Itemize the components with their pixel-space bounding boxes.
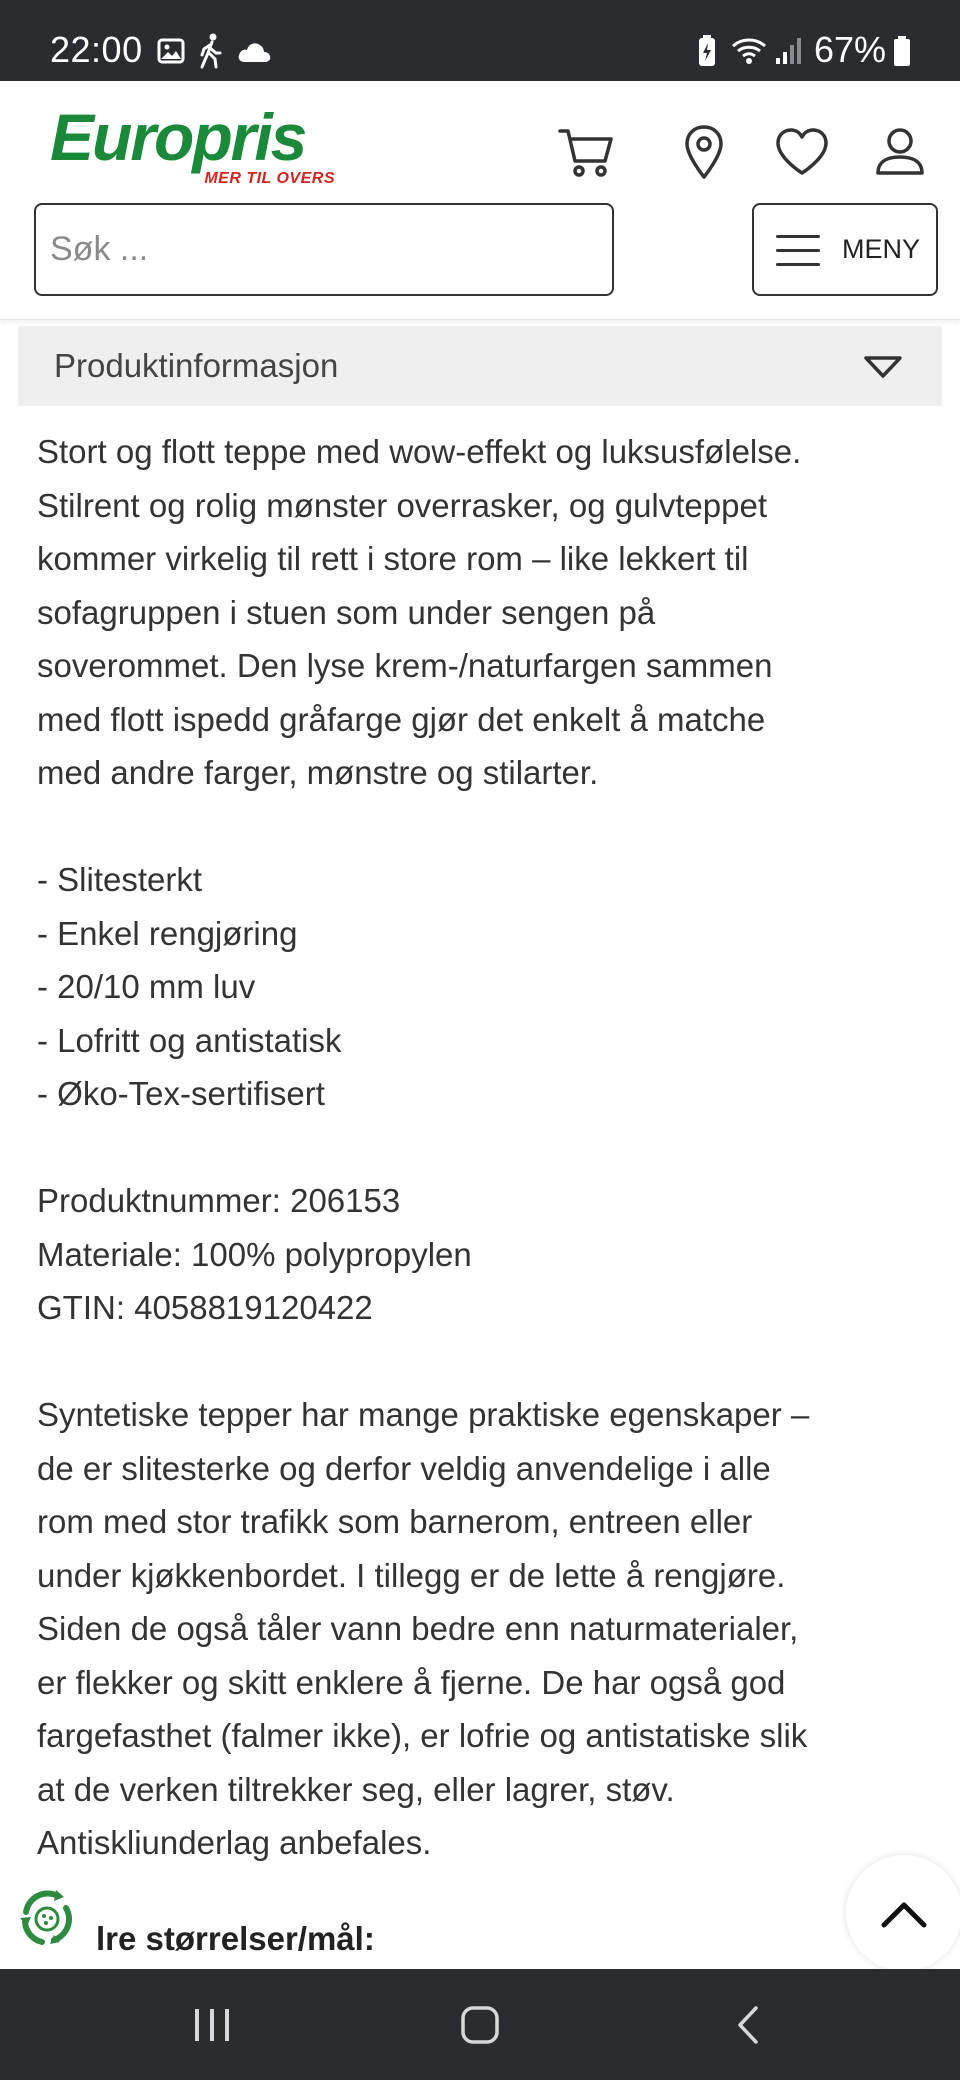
feature-item: - 20/10 mm luv bbox=[37, 968, 256, 1005]
signal-icon bbox=[774, 36, 802, 66]
hamburger-icon bbox=[776, 233, 820, 267]
spec-product-number: Produktnummer: 206153 bbox=[37, 1182, 401, 1219]
battery-percent: 67% bbox=[814, 29, 887, 70]
menu-button[interactable] bbox=[752, 203, 938, 296]
synthetic-info-line: fargefasthet (falmer ikke), er lofrie og antistatiske slik bbox=[37, 1717, 808, 1754]
feature-item: - Enkel rengjøring bbox=[37, 914, 298, 952]
account-button[interactable] bbox=[870, 122, 930, 182]
home-button[interactable] bbox=[420, 1969, 540, 2080]
description-line: sofagruppen i stuen som under sengen på bbox=[37, 593, 656, 631]
synthetic-info-line: at de verken tiltrekker seg, eller lagrer, støv. bbox=[37, 1770, 675, 1808]
heart-icon bbox=[774, 127, 830, 177]
logo-tagline: MER TIL OVERS bbox=[204, 170, 335, 187]
system-nav-bar bbox=[0, 1969, 960, 2080]
description-line: med andre farger, mønstre og stilarter. bbox=[37, 754, 599, 791]
synthetic-info-line: under kjøkkenbordet. I tillegg er de lette å rengjøre. bbox=[37, 1556, 786, 1594]
spec-material: Materiale: 100% polypropylen bbox=[37, 1235, 472, 1273]
synthetic-info-line: er flekker og skitt enklere å fjerne. De har også god bbox=[37, 1663, 786, 1701]
recycle-icon bbox=[14, 1884, 80, 1954]
sizes-heading: lre størrelser/mål: bbox=[96, 1920, 375, 1957]
feature-item: - Øko-Tex-sertifisert bbox=[37, 1075, 325, 1112]
recent-apps-icon bbox=[192, 2007, 232, 2043]
chevron-up-icon bbox=[846, 1855, 960, 1971]
accordion-title: Produktinformasjon bbox=[54, 347, 339, 384]
back-button[interactable] bbox=[688, 1969, 808, 2080]
chevron-down-icon bbox=[864, 356, 902, 378]
europris-logo[interactable] bbox=[50, 100, 335, 196]
walking-icon bbox=[198, 33, 224, 69]
spec-gtin: GTIN: 4058819120422 bbox=[37, 1289, 373, 1326]
synthetic-info-line: rom med stor trafikk som barnerom, entreen eller bbox=[37, 1503, 753, 1540]
menu-label: MENY bbox=[842, 234, 921, 264]
battery-icon bbox=[892, 35, 912, 67]
status-bar bbox=[0, 0, 960, 81]
description-line: med flott ispedd gråfarge gjør det enkelt å matche bbox=[37, 700, 766, 738]
battery-saver-icon bbox=[696, 34, 718, 68]
search-field[interactable] bbox=[34, 203, 614, 296]
description-line: kommer virkelig til rett i store rom – like lekkert til bbox=[37, 540, 749, 577]
eco-badge-button[interactable] bbox=[14, 1884, 80, 1954]
scroll-to-top-button[interactable] bbox=[846, 1855, 960, 1971]
back-icon bbox=[734, 2005, 762, 2045]
image-icon bbox=[157, 37, 185, 65]
status-time: 22:00 bbox=[50, 29, 143, 70]
user-icon bbox=[874, 127, 926, 177]
description-line: Stilrent og rolig mønster overrasker, og gulvteppet bbox=[37, 486, 768, 524]
feature-item: - Slitesterkt bbox=[37, 861, 203, 898]
synthetic-info-line: Antiskliunderlag anbefales. bbox=[37, 1824, 432, 1861]
description-line: soverommet. Den lyse krem-/naturfargen sammen bbox=[37, 647, 773, 684]
wifi-icon bbox=[730, 36, 768, 66]
description-line: Stort og flott teppe med wow-effekt og luksusfølelse. bbox=[37, 433, 802, 470]
site-header bbox=[0, 81, 960, 320]
synthetic-info-line: Siden de også tåler vann bedre enn naturmaterialer, bbox=[37, 1610, 799, 1647]
synthetic-info-line: de er slitesterke og derfor veldig anvendelige i alle bbox=[37, 1449, 771, 1487]
search-input[interactable] bbox=[36, 205, 612, 294]
feature-item: - Lofritt og antistatisk bbox=[37, 1021, 342, 1059]
product-info-accordion[interactable] bbox=[18, 326, 942, 406]
favorites-button[interactable] bbox=[772, 122, 832, 182]
synthetic-info-line: Syntetiske tepper har mange praktiske egenskaper – bbox=[37, 1396, 810, 1433]
cart-button[interactable] bbox=[556, 122, 616, 182]
cloud-icon bbox=[236, 40, 272, 64]
recent-apps-button[interactable] bbox=[152, 1969, 272, 2080]
product-description bbox=[37, 425, 927, 1870]
cart-icon bbox=[557, 125, 615, 179]
store-locator-button[interactable] bbox=[674, 122, 734, 182]
logo-brand-text: Europris bbox=[50, 100, 306, 174]
location-icon bbox=[682, 124, 726, 180]
home-icon bbox=[460, 2005, 500, 2045]
